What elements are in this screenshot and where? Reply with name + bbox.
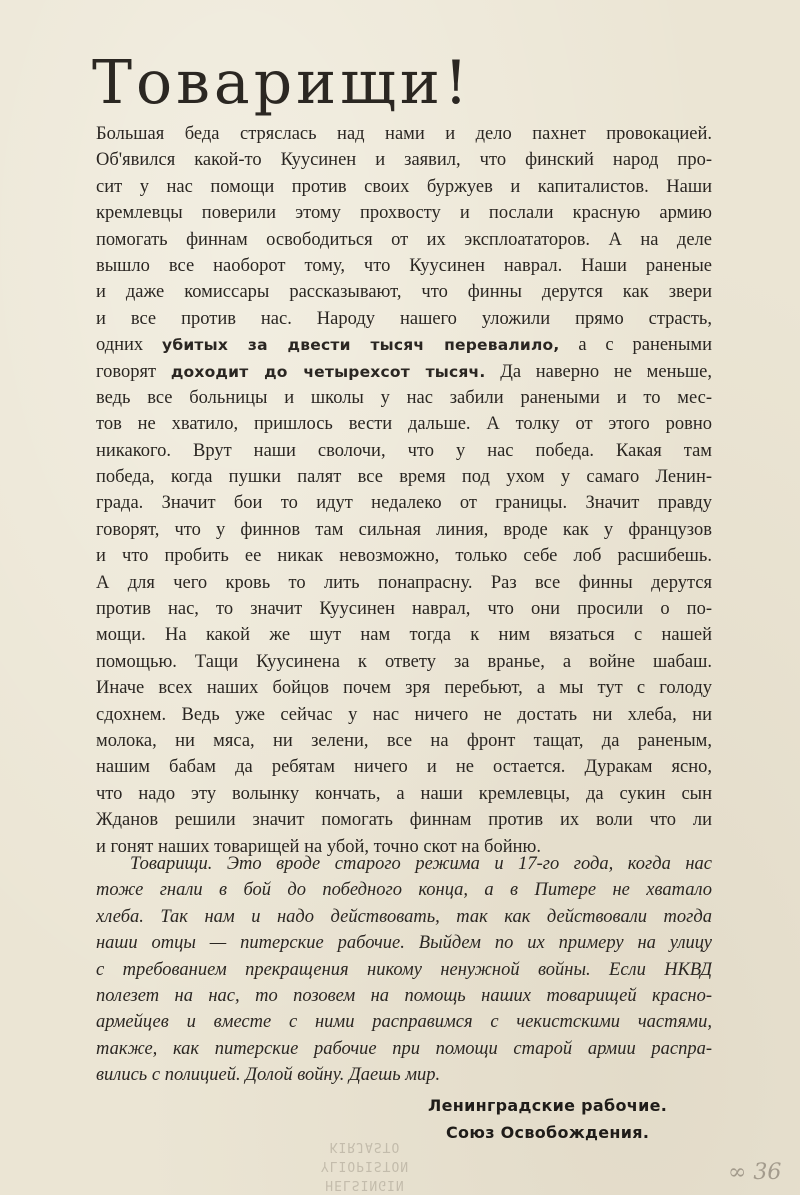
italic-line: вились с полицией. Долой войну. Даешь мир. — [96, 1065, 441, 1086]
line-post: Да наверно не меньше, — [485, 361, 712, 382]
signature-line-2: Союз Освобождения. — [446, 1123, 650, 1142]
appeal-paragraph — [96, 851, 712, 1089]
italic-line: Товарищи. Это вроде старого режима и 17-го года, когда нас — [130, 854, 712, 874]
stamp-line: HELSINGIN — [325, 1177, 405, 1192]
line-post: а с ранеными — [559, 335, 712, 356]
text-line: что надо эту волынку кончать, а наши кремлевцы, да сукин сын — [96, 783, 712, 804]
text-line-emphasis — [96, 332, 712, 358]
text-line: Жданов решили значит помогать финнам против их воли что ли — [96, 810, 712, 831]
text-line: ведь все больницы и школы у нас забили ранеными и то мес- — [96, 387, 712, 408]
text-line: и что пробить ее никак невозможно, только себе лоб расшибешь. — [96, 546, 712, 567]
text-line: говорят, что у финнов там сильная линия, вроде как у французов — [96, 519, 712, 540]
stamp-line: YLIOPISTON — [320, 1158, 410, 1173]
text-line: града. Значит бои то идут недалеко от границы. Значит правду — [96, 493, 712, 514]
text-line: сит у нас помощи против своих буржуев и капиталистов. Наши — [96, 176, 712, 197]
bold-phrase-casualties: убитых за двести тысяч перевалило, — [162, 336, 560, 355]
text-line: против нас, то значит Куусинен наврал, что они просили о по- — [96, 599, 712, 620]
line-pre: говорят — [96, 361, 171, 382]
text-line: вышло все наоборот тому, что Куусинен наврал. Наши раненые — [96, 255, 712, 276]
text-line: кремлевцы поверили этому прохвосту и послали красную армию — [96, 203, 712, 224]
italic-line: полезет на нас, то позовем на помощь наших товарищей красно- — [96, 985, 712, 1006]
italic-line: армейцев и вместе с ними расправимся с чекистскими частями, — [96, 1012, 712, 1033]
text-line: помогать финнам освободиться от их эксплоататоров. А на деле — [96, 229, 712, 250]
main-text — [96, 121, 712, 860]
text-line: и все против нас. Народу нашего уложили прямо страсть, — [96, 308, 712, 329]
italic-line: тоже гнали в бой до победного конца, а в Питере не хватало — [96, 880, 712, 901]
text-line: победа, когда пушки палят все время под ухом у самаго Ленин- — [96, 467, 712, 488]
stamp-line: KIRJASTO — [329, 1139, 401, 1154]
text-line: никакого. Врут наши сволочи, что у нас победа. Какая там — [96, 440, 712, 461]
text-line: А для чего кровь то лить понапрасну. Раз все финны дерутся — [96, 572, 712, 593]
text-line: мощи. На какой же шут нам тогда к ним вязаться с нашей — [96, 625, 712, 646]
text-line: Большая беда стряслась над нами и дело пахнет провокацией. — [96, 124, 712, 144]
italic-line: с требованием прекращения никому ненужной войны. Если НКВД — [96, 959, 712, 980]
text-line: молока, ни мяса, ни зелени, все на фронт тащат, да раненым, — [96, 730, 712, 751]
line-pre: одних — [96, 335, 163, 356]
italic-line: наши отцы — питерские рабочие. Выйдем по их примеру на улицу — [96, 933, 712, 954]
text-line-emphasis — [96, 359, 712, 385]
text-line: Иначе всех наших бойцов почем зря перебьют, а мы тут с голоду — [96, 678, 712, 699]
bold-phrase-wounded: доходит до четырехсот тысяч. — [170, 362, 486, 381]
signature-line-1: Ленинградские рабочие. — [428, 1096, 668, 1115]
italic-line: хлеба. Так нам и надо действовать, так как действовали тогда — [96, 906, 712, 927]
text-line: и даже комиссары рассказывают, что финны дерутся как звери — [96, 282, 712, 303]
text-line: сдохнем. Ведь уже сейчас у нас ничего не достать ни хлеба, ни — [96, 704, 712, 725]
archive-mark: ∞ 36 — [728, 1160, 782, 1185]
text-line: нашим бабам да ребятам ничего и не остается. Дуракам ясно, — [96, 757, 712, 778]
document-title: Товарищи! — [92, 48, 472, 118]
text-line: и гонят наших товарищей на убой, точно скот на бойню. — [96, 836, 541, 857]
text-line: помощью. Тащи Куусинена к ответу за вранье, а войне шабаш. — [96, 651, 712, 672]
italic-line: также, как питерские рабочие при помощи старой армии распра- — [96, 1038, 712, 1059]
text-line: Об'явился какой-то Куусинен и заявил, что финский народ про- — [96, 150, 712, 171]
library-stamp-mirrored — [310, 1134, 420, 1194]
text-line: тов не хватило, пришлось вести дальше. А толку от этого ровно — [96, 414, 712, 435]
